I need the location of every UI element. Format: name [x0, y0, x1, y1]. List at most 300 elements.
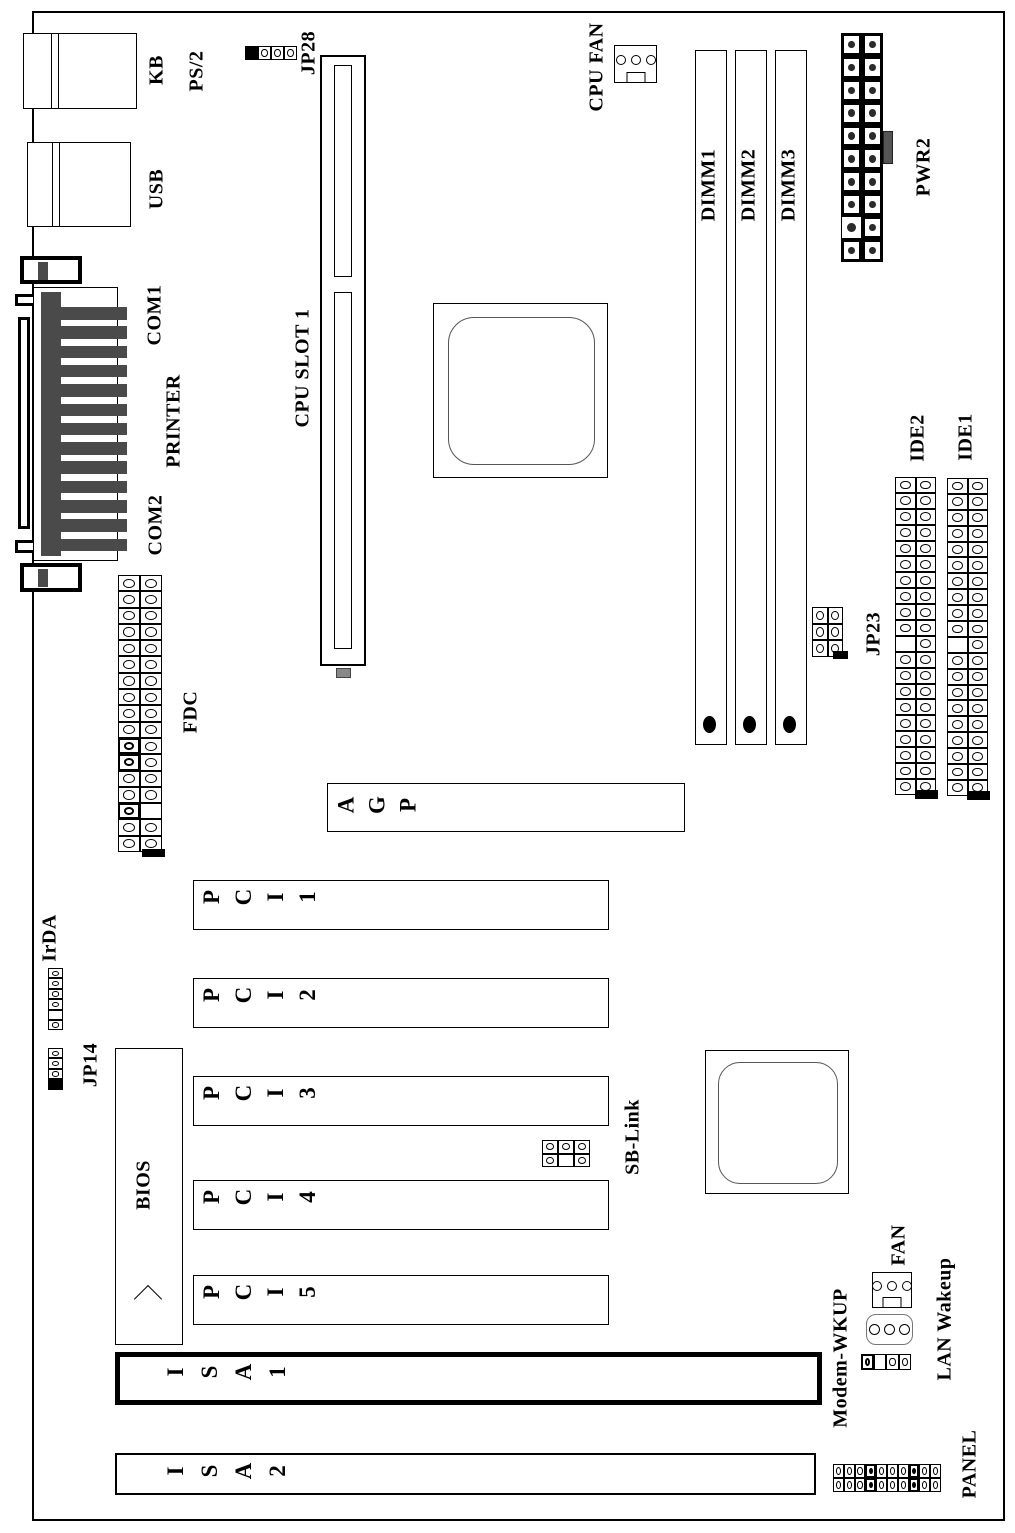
pin [52, 1071, 60, 1076]
pin [848, 201, 855, 208]
isa1-slot-label [159, 1358, 295, 1386]
pin-cell [140, 722, 162, 738]
bios-notch [134, 1285, 162, 1313]
pin-cell [895, 588, 916, 604]
pin [972, 672, 983, 681]
north-bridge-chip [433, 303, 608, 478]
pin-cell [947, 716, 968, 732]
pin-cell [947, 542, 968, 558]
pin-cell [862, 79, 883, 102]
pin [952, 688, 963, 697]
pin [848, 109, 855, 116]
pin [933, 1481, 938, 1489]
slot-letter: I [263, 990, 288, 1000]
chip-die [448, 317, 595, 465]
pin-cell [895, 747, 916, 763]
cpu-fan-header [614, 45, 657, 83]
pin-cell [887, 1464, 898, 1478]
slot-letter: G [364, 796, 390, 814]
pin [646, 55, 656, 65]
pin-cell [916, 541, 937, 557]
pin [546, 1157, 554, 1164]
pin-cell [874, 1354, 887, 1370]
pin [869, 1324, 880, 1335]
printer-pin [60, 442, 127, 455]
pin-cell [968, 494, 989, 510]
pin-cell [895, 715, 916, 731]
pin [836, 1481, 841, 1489]
pci5-slot-label [196, 1278, 324, 1306]
slot-letter: P [199, 1284, 224, 1300]
pin-cell [916, 493, 937, 509]
pin-cell [968, 510, 989, 526]
pin [952, 497, 963, 506]
pin [900, 512, 911, 521]
pin [123, 627, 135, 636]
pci4-slot-label [196, 1183, 324, 1211]
printer-pin [60, 461, 127, 474]
slot-letter: I [263, 1088, 288, 1098]
pin-cell [947, 669, 968, 685]
pin [920, 544, 931, 553]
pin-cell [895, 620, 916, 636]
keyboard-ps2-connector [23, 33, 137, 109]
pin [52, 991, 60, 996]
slot-letter: I [163, 1466, 188, 1476]
modem-wakeup-label: Modem-WKUP [829, 1288, 852, 1428]
pin [952, 529, 963, 538]
pin-cell [919, 1478, 930, 1492]
connector-divider [58, 34, 59, 108]
pin-cell [947, 780, 968, 796]
pin-cell [947, 589, 968, 605]
fdc-header [118, 575, 162, 852]
dimm-key-dot [743, 716, 756, 733]
pin [920, 687, 931, 696]
pin-cell [916, 715, 937, 731]
pin [972, 497, 983, 506]
pin-cell [947, 653, 968, 669]
pin-cell [899, 1354, 912, 1370]
pin [972, 561, 983, 570]
pin-cell [542, 1140, 558, 1154]
pin-cell [862, 125, 883, 148]
pin-cell [140, 803, 162, 819]
pin-cell [968, 542, 989, 558]
pin-cell [855, 1464, 866, 1478]
pin-cell [841, 102, 862, 125]
pin [900, 671, 911, 680]
pin [952, 513, 963, 522]
pin-cell [862, 239, 883, 262]
pin [972, 640, 983, 649]
pin [145, 790, 157, 799]
pin [836, 1467, 841, 1475]
pin-cell [48, 999, 63, 1009]
pin [879, 1481, 884, 1489]
pin-cell [828, 607, 844, 624]
pin-cell [909, 1478, 920, 1492]
pin [869, 132, 876, 139]
pin [865, 1358, 870, 1366]
pin-cell [841, 56, 862, 79]
pin-cell [947, 573, 968, 589]
pin [952, 656, 963, 665]
pin-cell [947, 478, 968, 494]
slot-letter: 2 [265, 1465, 290, 1477]
connector-divider [52, 143, 53, 226]
pin [869, 201, 876, 208]
pin-cell [887, 1478, 898, 1492]
pin [902, 1358, 908, 1367]
ide1-pin1-marker [967, 791, 990, 800]
pin-cell [118, 608, 140, 624]
pin-cell [140, 591, 162, 607]
slot-letter: 1 [265, 1366, 290, 1378]
printer-pin-bar [41, 292, 61, 556]
slot-letter: A [231, 1462, 256, 1480]
pin [972, 545, 983, 554]
pin [920, 624, 931, 633]
pci2-slot-label [196, 981, 324, 1009]
pin-cell [48, 1010, 63, 1020]
pin-cell [916, 477, 937, 493]
pin [123, 839, 135, 848]
pin-cell [140, 656, 162, 672]
pin [145, 579, 157, 588]
pin-cell [916, 652, 937, 668]
pin-cell [862, 102, 883, 125]
pin [869, 87, 876, 94]
pin [920, 751, 931, 760]
pin [123, 693, 135, 702]
slot-letter: I [263, 892, 288, 902]
pin-cell [118, 640, 140, 656]
printer-pin [60, 539, 127, 552]
pin [952, 561, 963, 570]
pin-cell [118, 771, 140, 787]
pin [902, 1281, 912, 1291]
pci3-slot-label [196, 1079, 324, 1107]
pin-cell [574, 1140, 590, 1154]
pin-cell [886, 1354, 899, 1370]
pin [920, 576, 931, 585]
pin-cell [919, 1464, 930, 1478]
pin [952, 577, 963, 586]
connector-divider [51, 34, 52, 108]
pin-cell [844, 1464, 855, 1478]
pin [145, 774, 157, 783]
front-panel-header [833, 1464, 941, 1492]
pin [972, 609, 983, 618]
printer-port-shell [18, 317, 30, 529]
pin-cell [895, 668, 916, 684]
pin-cell [968, 732, 989, 748]
pin-cell [118, 738, 140, 754]
pin-cell [140, 608, 162, 624]
slot-letter: I [263, 1287, 288, 1297]
pin-cell [118, 591, 140, 607]
dimm-key-dot [783, 716, 796, 733]
sb-link-header [542, 1140, 590, 1167]
pin [52, 1002, 60, 1007]
pin-cell [812, 607, 828, 624]
pin [52, 1051, 60, 1056]
pin-cell [841, 193, 862, 216]
slot-letter: C [231, 1188, 256, 1206]
irda-header [48, 968, 63, 1030]
pin [900, 576, 911, 585]
pin-cell [898, 1478, 909, 1492]
pin [952, 720, 963, 729]
panel-label: PANEL [958, 1429, 981, 1499]
cpu-slot1-groove [334, 65, 352, 277]
dimm1-label: DIMM1 [697, 148, 720, 222]
pin [869, 247, 876, 254]
pin-cell [947, 685, 968, 701]
pin [123, 725, 135, 734]
jp23-pin1-marker [833, 651, 848, 659]
pin [123, 644, 135, 653]
pin [52, 1022, 60, 1027]
pin-cell [258, 46, 271, 60]
printer-pin [60, 481, 127, 494]
pin-cell [876, 1478, 887, 1492]
pin-cell [542, 1154, 558, 1168]
south-bridge-chip [705, 1050, 849, 1194]
pin-cell [895, 556, 916, 572]
pin [124, 807, 134, 815]
pin-cell [968, 557, 989, 573]
slot-letter: 2 [295, 989, 320, 1001]
printer-pin [60, 307, 127, 320]
pin [920, 512, 931, 521]
pin-cell [140, 640, 162, 656]
pin [123, 709, 135, 718]
pin-cell [558, 1154, 574, 1168]
slot-letter: C [231, 888, 256, 906]
pin [261, 49, 267, 57]
pin [901, 1467, 906, 1475]
pin [848, 87, 855, 94]
pin-cell [968, 716, 989, 732]
pin-cell [118, 673, 140, 689]
slot-letter: 5 [295, 1286, 320, 1298]
pin [848, 247, 855, 254]
ide2-pin1-marker [915, 790, 938, 799]
pin [123, 774, 135, 783]
pin-cell [916, 509, 937, 525]
fdc-label: FDC [179, 690, 202, 734]
dimm2-label: DIMM2 [737, 148, 760, 222]
pin-cell [895, 636, 916, 652]
pin-cell [916, 525, 937, 541]
pin-cell [861, 1354, 874, 1370]
pin [869, 1482, 873, 1488]
pin [816, 644, 824, 653]
pin [972, 577, 983, 586]
pin [274, 49, 280, 57]
pin [972, 593, 983, 602]
pin [884, 1324, 895, 1335]
pin [900, 703, 911, 712]
slot-letter: I [263, 1192, 288, 1202]
pwr2-power-connector [841, 33, 883, 262]
pin [972, 736, 983, 745]
pin [972, 656, 983, 665]
pin [952, 768, 963, 777]
pin [123, 823, 135, 832]
pin-cell [118, 722, 140, 738]
pin [145, 644, 157, 653]
printer-pin [60, 519, 127, 532]
irda-label: IrDA [38, 914, 61, 962]
slot-letter: P [199, 889, 224, 905]
pin [869, 1468, 873, 1474]
pin-cell [968, 605, 989, 621]
pin-cell [895, 731, 916, 747]
pin-cell [140, 787, 162, 803]
pin [900, 528, 911, 537]
pin [900, 735, 911, 744]
pin-cell [862, 193, 883, 216]
cpu-slot1-groove [334, 292, 352, 649]
pin [578, 1157, 586, 1164]
pin [848, 64, 855, 71]
pin [816, 627, 824, 636]
pin-cell [968, 669, 989, 685]
pin [631, 55, 641, 65]
pin-cell [140, 705, 162, 721]
slot-letter: S [197, 1365, 222, 1379]
isa2-slot-label [159, 1457, 295, 1485]
pin [889, 1358, 895, 1367]
pin-cell [574, 1154, 590, 1168]
pin-cell [947, 621, 968, 637]
pin-cell [828, 624, 844, 641]
connector-fill [38, 569, 48, 587]
pin [912, 1482, 916, 1488]
jp23-label: JP23 [862, 611, 885, 657]
pin [972, 704, 983, 713]
pin-cell [947, 637, 968, 653]
pin-cell [841, 216, 862, 239]
pin [922, 1481, 927, 1489]
pin [869, 41, 876, 48]
pin-cell [862, 147, 883, 170]
pin [145, 709, 157, 718]
pin [287, 49, 293, 57]
pin-cell [118, 705, 140, 721]
pin [123, 611, 135, 620]
pin [869, 109, 876, 116]
pci1-slot-label [196, 883, 324, 911]
pin [145, 839, 157, 848]
printer-pin [60, 326, 127, 339]
pin-cell [947, 526, 968, 542]
pin-cell [841, 170, 862, 193]
pin [972, 720, 983, 729]
pin-cell [118, 656, 140, 672]
pin-cell [968, 573, 989, 589]
bios-label: BIOS [132, 1160, 155, 1210]
jp23-jumper [812, 607, 843, 657]
usb-label: USB [145, 168, 168, 210]
slot-letter: A [231, 1363, 256, 1381]
pin [900, 496, 911, 505]
pin [145, 660, 157, 669]
ps2-label: PS/2 [185, 50, 208, 92]
pin [879, 1467, 884, 1475]
pin-cell [844, 1478, 855, 1492]
pin [872, 1281, 882, 1291]
slot-letter: C [231, 1283, 256, 1301]
pin-cell [895, 604, 916, 620]
printer-label: PRINTER [162, 374, 185, 468]
pin [52, 981, 60, 986]
pin-cell [48, 1079, 63, 1089]
kb-label: KB [145, 55, 168, 85]
pin-cell [558, 1140, 574, 1154]
pin-cell [895, 541, 916, 557]
pin-cell [947, 748, 968, 764]
pin-cell [118, 787, 140, 803]
pin [869, 224, 876, 231]
pin-cell [833, 1464, 844, 1478]
pin [900, 481, 911, 490]
pin [816, 611, 824, 620]
pin [952, 545, 963, 554]
pin [831, 627, 839, 636]
pin [922, 1467, 927, 1475]
pin [920, 719, 931, 728]
pin [972, 482, 983, 491]
pin [848, 178, 855, 185]
pin-cell [916, 763, 937, 779]
pin-cell [895, 477, 916, 493]
pin [972, 768, 983, 777]
pin-cell [968, 526, 989, 542]
pin [145, 611, 157, 620]
modem-wakeup-header [866, 1314, 913, 1345]
pin [920, 671, 931, 680]
slot-letter: I [163, 1367, 188, 1377]
pin [901, 1481, 906, 1489]
pin [972, 752, 983, 761]
fan-header [872, 1272, 912, 1308]
pin-cell [968, 764, 989, 780]
pin-cell [916, 604, 937, 620]
pin-cell [916, 556, 937, 572]
pin [920, 767, 931, 776]
pin [145, 595, 157, 604]
pin [145, 758, 157, 767]
pin [900, 719, 911, 728]
pin [900, 560, 911, 569]
pin-cell [841, 147, 862, 170]
pin-cell [968, 478, 989, 494]
pin-cell [895, 652, 916, 668]
pwr2-label: PWR2 [912, 137, 935, 197]
cpu-slot1-end-tab [336, 668, 351, 678]
pin-cell [916, 588, 937, 604]
fan-header-notch [883, 1297, 902, 1307]
pin [920, 496, 931, 505]
pin [933, 1467, 938, 1475]
pin-cell [930, 1478, 941, 1492]
pin-cell [862, 33, 883, 56]
pin-cell [930, 1464, 941, 1478]
